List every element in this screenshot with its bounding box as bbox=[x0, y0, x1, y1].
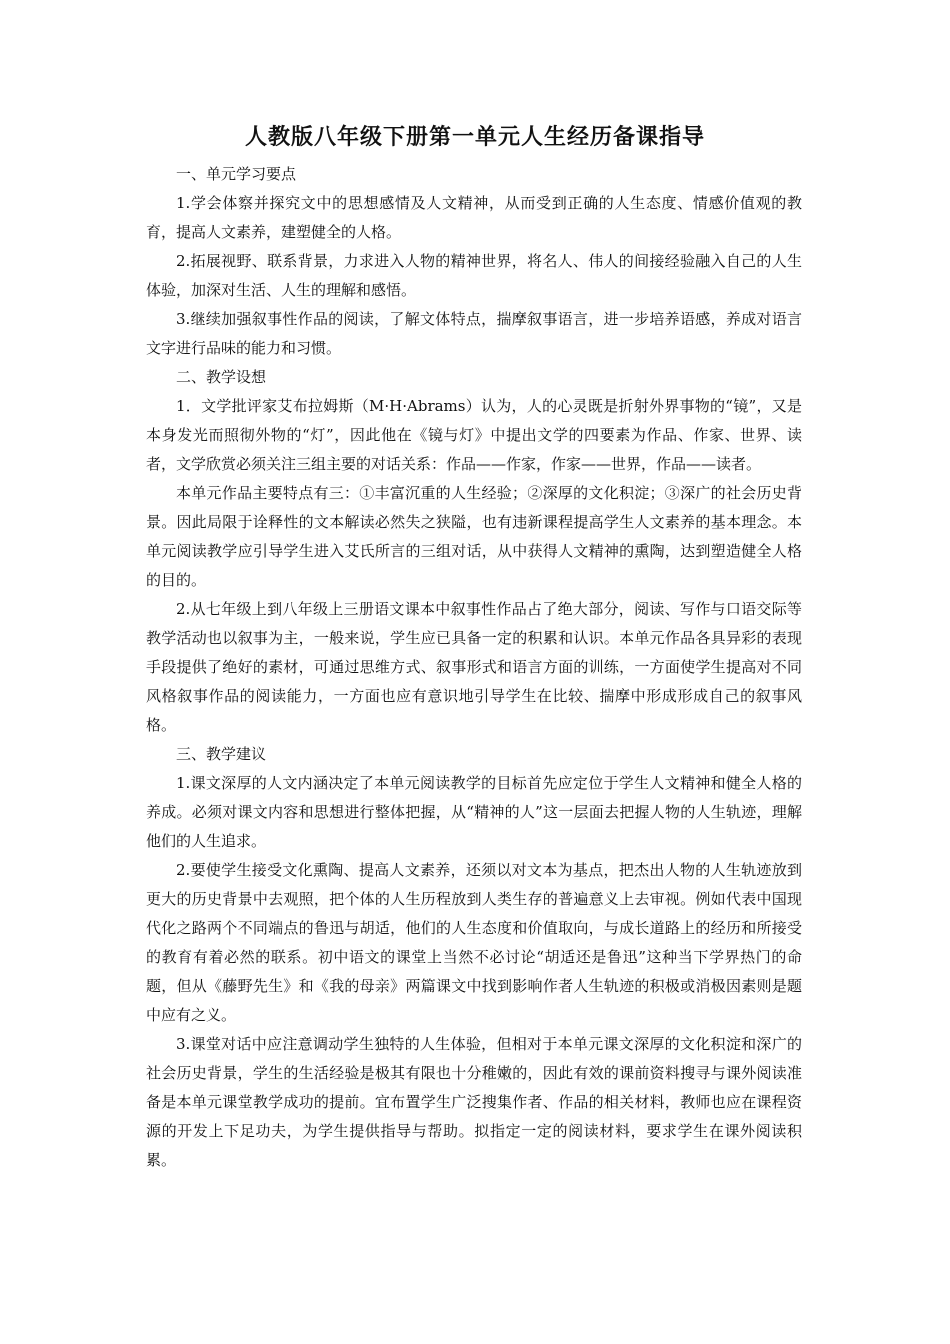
paragraph: 2.拓展视野、联系背景，力求进入人物的精神世界，将名人、伟人的间接经验融入自己的人生体验，加深对生活、人生的理解和感悟。 bbox=[146, 252, 802, 299]
paragraph: 2.从七年级上到八年级上三册语文课本中叙事性作品占了绝大部分，阅读、写作与口语交际等教学活动也以叙事为主，一般来说，学生应已具备一定的积累和认识。本单元作品各具异彩的表现手段提供了绝好的素材，可通过思维方式、叙事形式和语言方面的训练，一方面使学生提高对不同风格叙事作品的阅读能力，一方面也应有意识地引导学生在比较、揣摩中形成形成自己的叙事风格。 bbox=[146, 600, 802, 734]
section-learning-points bbox=[146, 160, 802, 363]
paragraph: 1.课文深厚的人文内涵决定了本单元阅读教学的目标首先应定位于学生人文精神和健全人格的养成。必须对课文内容和思想进行整体把握，从“精神的人”这一层面去把握人物的人生轨迹，理解他们的人生追求。 bbox=[146, 774, 802, 850]
section-heading: 二、教学设想 bbox=[176, 368, 267, 386]
document-title: 人教版八年级下册第一单元人生经历备课指导 bbox=[244, 124, 705, 150]
paragraph: 2.要使学生接受文化熏陶、提高人文素养，还须以对文本为基点，把杰出人物的人生轨迹放到更大的历史背景中去观照，把个体的人生历程放到人类生存的普遍意义上去审视。例如代表中国现代化之路两个不同端点的鲁迅与胡适，他们的人生态度和价值取向，与成长道路上的经历和所接受的教育有着必然的联系。初中语文的课堂上当然不必讨论“胡适还是鲁迅”这种当下学界热门的命题，但从《藤野先生》和《我的母亲》两篇课文中找到影响作者人生轨迹的积极或消极因素则是题中应有之义。 bbox=[146, 861, 802, 1024]
paragraph: 本单元作品主要特点有三：①丰富沉重的人生经验；②深厚的文化积淀；③深广的社会历史背景。因此局限于诠释性的文本解读必然失之狭隘，也有违新课程提高学生人文素养的基本理念。本单元阅读教学应引导学生进入艾氏所言的三组对话，从中获得人文精神的熏陶，达到塑造健全人格的目的。 bbox=[146, 484, 802, 589]
paragraph: 1.学会体察并探究文中的思想感情及人文精神，从而受到正确的人生态度、情感价值观的教育，提高人文素养，建塑健全的人格。 bbox=[146, 194, 802, 241]
paragraph: 1．文学批评家艾布拉姆斯（M·H·Abrams）认为，人的心灵既是折射外界事物的“镜”，又是本身发光而照彻外物的“灯”，因此他在《镜与灯》中提出文学的四要素为作品、作家、世界、读者，文学欣赏必须关注三组主要的对话关系：作品——作家，作家——世界，作品——读者。 bbox=[146, 397, 802, 473]
section-teaching-ideas bbox=[146, 363, 802, 740]
section-heading: 三、教学建议 bbox=[176, 745, 267, 763]
section-heading: 一、单元学习要点 bbox=[176, 165, 297, 183]
document-body bbox=[146, 160, 802, 1175]
section-teaching-suggestions bbox=[146, 740, 802, 1175]
paragraph: 3.继续加强叙事性作品的阅读，了解文体特点，揣摩叙事语言，进一步培养语感，养成对语言文字进行品味的能力和习惯。 bbox=[146, 310, 802, 357]
paragraph: 3.课堂对话中应注意调动学生独特的人生体验，但相对于本单元课文深厚的文化积淀和深广的社会历史背景，学生的生活经验是极其有限也十分稚嫩的，因此有效的课前资料搜寻与课外阅读准备是本单元课堂教学成功的提前。宜布置学生广泛搜集作者、作品的相关材料，教师也应在课程资源的开发上下足功夫，为学生提供指导与帮助。拟指定一定的阅读材料，要求学生在课外阅读积累。 bbox=[146, 1035, 802, 1169]
